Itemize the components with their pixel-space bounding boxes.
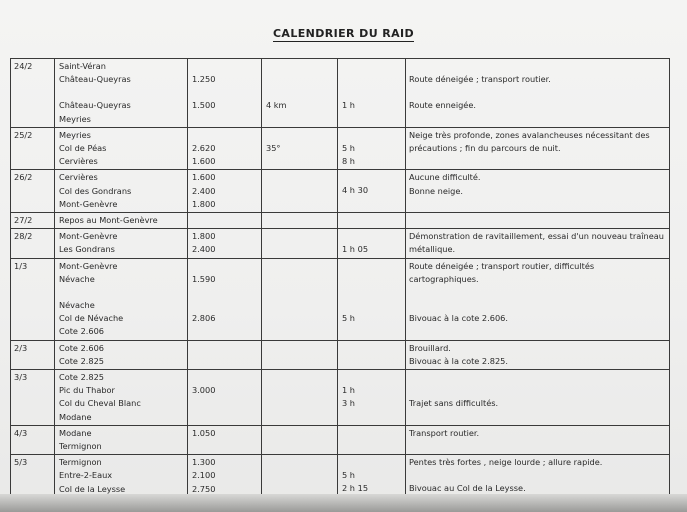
raid-calendar-table	[10, 58, 670, 498]
place-line: Névache	[59, 300, 95, 311]
note-line: Route déneigée ; transport routier, difficultés cartographiques.	[409, 260, 595, 284]
altitude-line	[192, 112, 258, 125]
note-line: Route enneigée.	[409, 100, 476, 111]
notes-cell	[406, 229, 670, 258]
time-line: 3 h	[342, 398, 356, 409]
altitude-line	[192, 299, 258, 312]
notes-cell	[406, 127, 670, 170]
time-line	[342, 86, 402, 99]
note-line	[409, 410, 666, 423]
place-line: Château-Queyras	[59, 74, 131, 85]
distance-line	[266, 155, 334, 168]
time-line	[342, 73, 402, 86]
date-cell	[11, 213, 55, 229]
notes-cell	[406, 213, 670, 229]
place-line: Château-Queyras	[59, 100, 131, 111]
altitude-line: 1.600	[192, 172, 216, 183]
time-cell	[338, 229, 406, 258]
distance-line	[266, 214, 334, 227]
distance-line	[266, 325, 334, 338]
distance-cell	[262, 455, 338, 498]
distance-line	[266, 260, 334, 273]
distance-line	[266, 243, 334, 256]
table-row	[11, 258, 670, 340]
date-text: 1/3	[14, 260, 28, 271]
place-line: Meyries	[59, 129, 91, 140]
time-line: 1 h 05	[342, 244, 369, 255]
distance-line	[266, 384, 334, 397]
distance-line	[266, 112, 334, 125]
date-cell	[11, 258, 55, 340]
note-line: Brouillard.	[409, 342, 451, 353]
place-line: Pic du Thabor	[59, 385, 115, 396]
distance-cell	[262, 213, 338, 229]
distance-line	[266, 342, 334, 355]
time-line	[342, 325, 402, 338]
note-line: Bivouac à la cote 2.825.	[409, 355, 508, 366]
altitude-line	[192, 342, 258, 355]
place-line: Modane	[59, 427, 92, 438]
note-line	[409, 440, 666, 453]
distance-line	[266, 312, 334, 325]
table-row	[11, 425, 670, 454]
altitude-line	[192, 325, 258, 338]
altitude-line	[192, 260, 258, 273]
altitude-line: 1.800	[192, 231, 216, 242]
place-cell	[55, 229, 188, 258]
date-cell	[11, 127, 55, 170]
distance-line: 35°	[266, 142, 281, 153]
altitude-line: 2.100	[192, 470, 216, 481]
altitude-line	[192, 60, 258, 73]
time-line	[342, 129, 402, 142]
note-line	[409, 299, 666, 312]
time-line: 2 h 15	[342, 483, 369, 494]
distance-line	[266, 171, 334, 184]
time-line	[342, 456, 402, 469]
distance-line	[266, 184, 334, 197]
place-cell	[55, 258, 188, 340]
distance-line	[266, 129, 334, 142]
altitude-line: 1.250	[192, 74, 216, 84]
altitude-line	[192, 397, 258, 410]
place-cell	[55, 127, 188, 170]
place-line: Les Gondrans	[59, 244, 115, 255]
altitude-line	[192, 214, 258, 227]
place-line: Saint-Véran	[59, 61, 106, 71]
place-line: Termignon	[59, 441, 102, 452]
note-line: Démonstration de ravitaillement, essai d'un nouveau traîneau métallique.	[409, 231, 664, 255]
time-cell	[338, 455, 406, 498]
time-line	[342, 198, 402, 211]
note-line: Bonne neige.	[409, 185, 463, 196]
place-line: Cote 2.606	[59, 342, 105, 353]
time-cell	[338, 213, 406, 229]
altitude-line: 2.400	[192, 244, 216, 255]
place-line: Col de Péas	[59, 143, 107, 154]
time-cell	[338, 59, 406, 128]
altitude-cell	[188, 170, 262, 213]
altitude-line: 1.600	[192, 156, 216, 167]
table-row	[11, 59, 670, 128]
notes-cell	[406, 258, 670, 340]
time-line	[342, 342, 402, 355]
note-line	[409, 86, 666, 99]
time-line: 1 h	[342, 385, 356, 396]
time-line	[342, 112, 402, 125]
time-cell	[338, 425, 406, 454]
altitude-line: 2.400	[192, 185, 216, 196]
note-line	[409, 371, 666, 384]
notes-cell	[406, 59, 670, 128]
distance-line	[266, 273, 334, 286]
table-row	[11, 455, 670, 498]
time-line	[342, 299, 402, 312]
time-line	[342, 355, 402, 368]
date-text: 4/3	[14, 427, 28, 438]
note-line: Pentes très fortes , neige lourde ; allure rapide.	[409, 457, 603, 468]
altitude-line	[192, 86, 258, 99]
place-line: Cote 2.825	[59, 372, 105, 383]
place-line	[59, 86, 184, 99]
time-line: 8 h	[342, 156, 356, 167]
place-line: Termignon	[59, 457, 102, 468]
notes-cell	[406, 425, 670, 454]
place-cell	[55, 59, 188, 128]
table-row	[11, 170, 670, 213]
distance-line	[266, 73, 334, 86]
note-line	[409, 214, 666, 227]
distance-cell	[262, 59, 338, 128]
date-text: 24/2	[14, 61, 33, 71]
time-line	[342, 286, 402, 299]
altitude-line	[192, 286, 258, 299]
note-line: Trajet sans difficultés.	[409, 398, 499, 409]
title-text: CALENDRIER DU RAID	[272, 27, 415, 40]
table-row	[11, 370, 670, 426]
altitude-line: 1.050	[192, 427, 216, 438]
altitude-line	[192, 371, 258, 384]
place-line: Col du Cheval Blanc	[59, 398, 141, 409]
distance-line	[266, 60, 334, 73]
altitude-line: 1.300	[192, 457, 216, 468]
note-line	[409, 112, 666, 125]
distance-line	[266, 355, 334, 368]
altitude-line: 3.000	[192, 385, 216, 396]
altitude-line: 1.500	[192, 100, 216, 111]
altitude-cell	[188, 455, 262, 498]
date-text: 5/3	[14, 457, 28, 468]
date-cell	[11, 59, 55, 128]
place-line: Mont-Genèvre	[59, 198, 118, 209]
date-cell	[11, 340, 55, 369]
distance-line	[266, 86, 334, 99]
altitude-cell	[188, 258, 262, 340]
time-line: 5 h	[342, 470, 356, 481]
time-line: 5 h	[342, 142, 356, 153]
place-line: Entre-2-Eaux	[59, 470, 113, 481]
place-line: Cote 2.825	[59, 355, 105, 366]
distance-cell	[262, 258, 338, 340]
time-line: 1 h	[342, 100, 356, 110]
place-line	[59, 286, 184, 299]
time-line	[342, 214, 402, 227]
time-line	[342, 60, 402, 73]
note-line: Bivouac au Col de la Leysse.	[409, 483, 526, 494]
place-line: Névache	[59, 273, 95, 284]
place-cell	[55, 425, 188, 454]
distance-line	[266, 397, 334, 410]
place-cell	[55, 170, 188, 213]
altitude-line: 2.806	[192, 312, 216, 323]
place-line: Cervières	[59, 156, 98, 167]
place-line: Col des Gondrans	[59, 185, 132, 196]
altitude-line: 2.620	[192, 142, 216, 153]
place-cell	[55, 370, 188, 426]
table-row	[11, 340, 670, 369]
page-edge-shadow	[0, 494, 687, 512]
altitude-cell	[188, 425, 262, 454]
altitude-cell	[188, 59, 262, 128]
place-line: Mont-Genèvre	[59, 231, 118, 242]
table-row	[11, 213, 670, 229]
place-line: Meyries	[59, 113, 91, 124]
place-cell	[55, 340, 188, 369]
date-text: 2/3	[14, 342, 28, 353]
altitude-line	[192, 355, 258, 368]
note-line	[409, 286, 666, 299]
distance-line	[266, 469, 334, 482]
date-text: 3/3	[14, 372, 28, 383]
distance-cell	[262, 229, 338, 258]
distance-line	[266, 440, 334, 453]
note-line	[409, 469, 666, 482]
place-line: Repos au Mont-Genèvre	[59, 215, 158, 226]
distance-line	[266, 410, 334, 423]
note-line	[409, 198, 666, 211]
table-row	[11, 229, 670, 258]
time-line	[342, 410, 402, 423]
distance-line	[266, 371, 334, 384]
altitude-line	[192, 129, 258, 142]
note-line: Route déneigée ; transport routier.	[409, 74, 551, 84]
altitude-line: 2.750	[192, 483, 216, 494]
distance-line	[266, 456, 334, 469]
table-body	[11, 59, 670, 498]
notes-cell	[406, 170, 670, 213]
place-line: Cote 2.606	[59, 326, 105, 337]
note-line: Bivouac à la cote 2.606.	[409, 313, 508, 324]
time-line	[342, 260, 402, 273]
distance-line	[266, 197, 334, 210]
altitude-cell	[188, 213, 262, 229]
notes-cell	[406, 455, 670, 498]
place-line: Cervières	[59, 172, 98, 183]
altitude-cell	[188, 370, 262, 426]
notes-cell	[406, 370, 670, 426]
time-cell	[338, 127, 406, 170]
place-line: Col de Névache	[59, 313, 124, 324]
time-line	[342, 273, 402, 286]
distance-line: 4 km	[266, 100, 287, 110]
altitude-line: 1.800	[192, 198, 216, 209]
altitude-line	[192, 410, 258, 423]
note-line	[409, 384, 666, 397]
date-cell	[11, 425, 55, 454]
table-row	[11, 127, 670, 170]
time-cell	[338, 170, 406, 213]
note-line	[409, 60, 666, 73]
time-line	[342, 371, 402, 384]
date-cell	[11, 370, 55, 426]
distance-cell	[262, 425, 338, 454]
altitude-cell	[188, 127, 262, 170]
place-cell	[55, 455, 188, 498]
date-text: 27/2	[14, 215, 33, 226]
date-text: 28/2	[14, 231, 33, 242]
distance-cell	[262, 127, 338, 170]
date-text: 26/2	[14, 172, 33, 183]
distance-cell	[262, 340, 338, 369]
date-text: 25/2	[14, 129, 33, 140]
distance-line	[266, 286, 334, 299]
distance-line	[266, 230, 334, 243]
note-line: Transport routier.	[409, 427, 480, 438]
distance-cell	[262, 170, 338, 213]
place-line: Col de la Leysse	[59, 483, 126, 494]
altitude-cell	[188, 229, 262, 258]
time-line	[342, 230, 402, 243]
distance-cell	[262, 370, 338, 426]
altitude-line	[192, 440, 258, 453]
date-cell	[11, 229, 55, 258]
time-line	[342, 171, 402, 184]
time-cell	[338, 370, 406, 426]
date-cell	[11, 170, 55, 213]
notes-cell	[406, 340, 670, 369]
time-line: 5 h	[342, 312, 356, 323]
note-line: Aucune difficulté.	[409, 172, 481, 183]
note-line: Neige très profonde, zones avalancheuses nécessitant des précautions ; fin du parcours de nuit.	[409, 129, 650, 154]
time-line	[342, 427, 402, 440]
place-line: Mont-Genèvre	[59, 260, 118, 271]
document-title	[0, 27, 687, 40]
time-line	[342, 440, 402, 453]
time-cell	[338, 258, 406, 340]
distance-line	[266, 427, 334, 440]
time-cell	[338, 340, 406, 369]
time-line: 4 h 30	[342, 185, 369, 196]
distance-line	[266, 299, 334, 312]
altitude-cell	[188, 340, 262, 369]
place-cell	[55, 213, 188, 229]
altitude-line: 1.590	[192, 273, 216, 284]
place-line: Modane	[59, 411, 92, 422]
date-cell	[11, 455, 55, 498]
